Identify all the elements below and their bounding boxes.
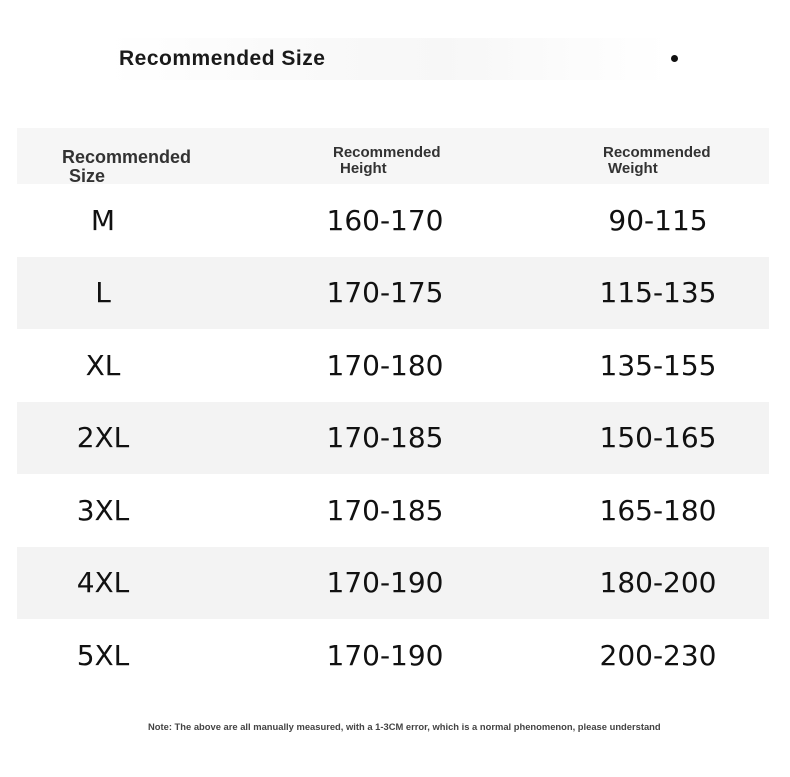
header-weight-line2: Weight <box>608 159 658 177</box>
table-row <box>17 474 769 547</box>
table-row <box>17 184 769 257</box>
header-height <box>333 145 441 177</box>
header-size-line1: Recommended <box>62 147 192 167</box>
size-table <box>17 128 769 692</box>
size-cell: 4XL <box>76 566 130 600</box>
weight-cell: 135-155 <box>599 348 717 382</box>
height-cell: 170-190 <box>326 566 444 600</box>
table-header-row <box>17 128 769 184</box>
table-row <box>17 619 769 692</box>
height-cell: 170-180 <box>326 348 444 382</box>
header-weight <box>603 145 711 177</box>
weight-cell: 115-135 <box>599 276 717 310</box>
table-row <box>17 547 769 620</box>
height-cell: 170-190 <box>326 638 444 672</box>
weight-cell: 150-165 <box>599 421 717 455</box>
height-cell: 170-175 <box>326 276 444 310</box>
height-cell: 170-185 <box>326 421 444 455</box>
bullet-dot-icon <box>671 55 678 62</box>
header-size <box>62 148 191 186</box>
weight-cell: 200-230 <box>599 638 717 672</box>
header-weight-line1: Recommended <box>603 144 711 161</box>
size-cell: L <box>95 276 111 310</box>
page-title: Recommended Size <box>119 47 326 70</box>
table-row <box>17 257 769 330</box>
measurement-note: Note: The above are all manually measured, with a 1-3CM error, which is a normal phenomenon, please understand <box>148 721 661 732</box>
size-cell: 5XL <box>76 638 130 672</box>
size-cell: 2XL <box>76 421 130 455</box>
header-size-line2: Size <box>69 165 106 186</box>
height-cell: 160-170 <box>326 203 444 237</box>
size-cell: 3XL <box>76 493 130 527</box>
header-height-line1: Recommended <box>333 144 441 161</box>
header-height-line2: Height <box>340 159 387 177</box>
weight-cell: 180-200 <box>599 566 717 600</box>
weight-cell: 90-115 <box>608 203 708 237</box>
size-cell: XL <box>85 348 121 382</box>
size-cell: M <box>90 203 116 237</box>
height-cell: 170-185 <box>326 493 444 527</box>
table-row <box>17 329 769 402</box>
table-row <box>17 402 769 475</box>
weight-cell: 165-180 <box>599 493 717 527</box>
